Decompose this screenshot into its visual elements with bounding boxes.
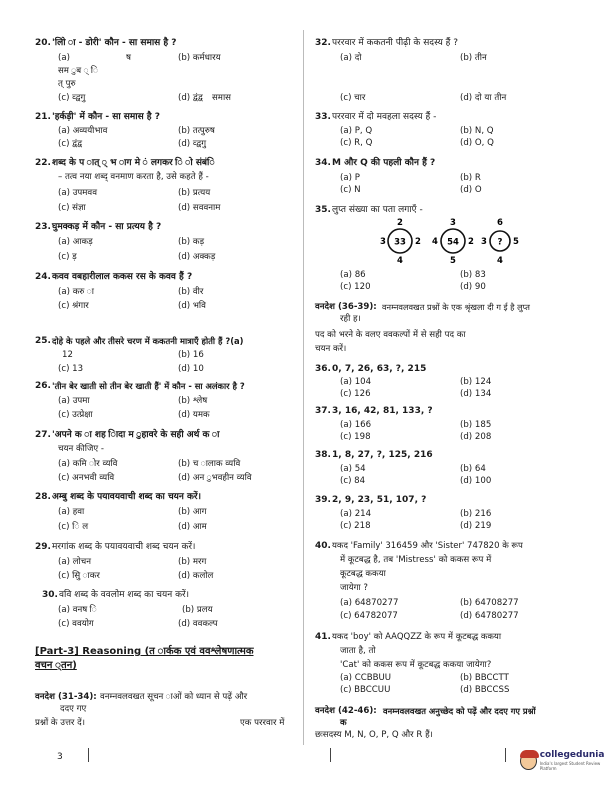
option-d: (d) O, Q (460, 138, 494, 148)
footer-separator (88, 748, 89, 762)
question-number: 40. (315, 541, 331, 551)
question-21 (35, 112, 295, 123)
question-number: 21. (35, 112, 51, 122)
option-d: (d) आम (178, 522, 207, 532)
circle-bottom-number: 4 (397, 256, 403, 266)
question-36 (315, 364, 585, 375)
question-32 (315, 38, 585, 49)
option-d: (d) व्द्वगु (178, 139, 207, 149)
option-d: (d) O (460, 185, 482, 195)
option-a: (a) 214 (340, 509, 372, 519)
question-text: यकद 'boy' को AAQQZZ के रूप में कूटबद्ध ककया (332, 632, 502, 642)
option-d: (d) भवि (178, 301, 206, 311)
question-text: शब्द के प ात् ् भ ाग मे ं लगकर ि ो संबंि (52, 158, 215, 168)
question-20 (35, 38, 295, 49)
option-c: (c) 13 (58, 364, 84, 374)
question-text: 'अपने क ा शह िादा म ुहावरे के सही अर्थ क ा (52, 430, 220, 440)
option-d: (d) सववनाम (178, 203, 221, 213)
option-b: (b) R (460, 173, 481, 183)
question-text: घुमक्कड़ में कौन - सा प्रत्यय है ? (52, 222, 162, 232)
option-c: (c) 198 (340, 432, 371, 442)
question-24 (35, 272, 295, 283)
question-text: 'हर्कड़ी' में कौन - सा समास है ? (52, 112, 160, 122)
option-a: 12 (62, 350, 73, 360)
option-a: (a) उपमा (58, 396, 90, 406)
question-text: पररवार में ककतनी पीढ़ी के सदस्य हैं ? (332, 38, 459, 48)
option-c: (c) ड़ (58, 252, 77, 262)
question-34 (315, 158, 585, 169)
option-b: (b) आग (178, 507, 207, 517)
option-b: (b) 124 (460, 377, 492, 387)
option-c: (c) 64782077 (340, 611, 398, 621)
circle-left-number: 4 (432, 237, 438, 247)
question-text-line-2: जाता है, तो (340, 646, 376, 656)
question-39 (315, 495, 585, 506)
option-a: (a) P (340, 173, 360, 183)
question-text: दोहे के पहले और तीसरे चरण में ककतनी मात्राएँ होती हैं ?(a) (52, 336, 244, 346)
option-a: (a) 86 (340, 270, 366, 280)
question-number: 35. (315, 205, 331, 215)
circle-right-number: 2 (468, 237, 474, 247)
circle-group-2 (432, 218, 474, 266)
option-c: (c) व्द्वगु (58, 93, 86, 103)
question-text: 'तीन बेर खाती सो तीन बेर खाती हैं' में कौन - सा अलंकार है ? (52, 381, 245, 391)
option-a: (a) अव्ययीभाव (58, 126, 108, 136)
question-number: 28. (35, 492, 51, 502)
directions-label: वनदेश (31-34): (35, 692, 97, 702)
option-d: (d) 64780277 (460, 611, 519, 621)
option-b: (b) कर्मधारय (178, 53, 221, 63)
option-d: (d) 10 (178, 364, 204, 374)
circle-right-number: 5 (513, 237, 519, 247)
option-b: (b) प्रत्यय (178, 188, 211, 198)
question-35 (315, 205, 585, 216)
option-c: (c) अनभवी व्यवि (58, 473, 115, 483)
question-text-line-3: कूटबद्ध ककया (340, 569, 386, 579)
question-number: 29. (35, 542, 51, 552)
mascot-icon (520, 752, 537, 770)
question-number: 25. (35, 336, 51, 346)
question-number: 20. (35, 38, 51, 48)
option-d: (d) अन ुभवहीन व्यवि (178, 473, 252, 483)
question-number: 26. (35, 381, 51, 391)
question-25 (35, 336, 300, 347)
question-text: 2, 9, 23, 51, 107, ? (332, 495, 427, 505)
directions-text-3: छःसदस्य M, N, O, P, Q और R हैं। (315, 730, 433, 740)
option-c: (c) R, Q (340, 138, 373, 148)
directions-text-2: रही ह। (340, 314, 361, 324)
brand-tagline: India's largest Student Review Platform (539, 761, 601, 772)
question-number: 24. (35, 272, 51, 282)
option-b: (b) 216 (460, 509, 492, 519)
question-number: 22. (35, 158, 51, 168)
option-c: (c) 218 (340, 521, 371, 531)
option-b: (b) कड़ (178, 237, 205, 247)
option-a: (a) करु ा (58, 287, 95, 297)
number-circles-figure (375, 216, 545, 266)
question-28 (35, 492, 300, 503)
question-40 (315, 541, 590, 552)
question-number: 33. (315, 112, 331, 122)
question-number: 38. (315, 450, 331, 460)
question-text: 3, 16, 42, 81, 133, ? (332, 406, 433, 416)
circle-center-number: ? (497, 237, 503, 248)
option-b: (b) 64 (460, 464, 486, 474)
directions-text-3: प्रश्नों के उत्तर दें। (35, 718, 85, 728)
circle-center-number: 54 (447, 237, 459, 248)
option-c: (c) चार (340, 93, 366, 103)
option-d: (d) दो या तीन (460, 93, 507, 103)
question-text: यकद 'Family' 316459 और 'Sister' 747820 के रूप (332, 541, 523, 551)
option-a: (a) उपमवव (58, 188, 97, 198)
option-c: (c) श्रंगार (58, 301, 89, 311)
question-38 (315, 450, 585, 461)
circle-left-number: 3 (481, 237, 487, 247)
option-b: (b) 83 (460, 270, 486, 280)
option-b: (b) 185 (460, 420, 492, 430)
option-b: (b) 64708277 (460, 598, 519, 608)
circle-top-number: 6 (497, 218, 503, 228)
circle-left-number: 3 (380, 237, 386, 247)
directions-text-4: एक पररवार में (240, 718, 285, 728)
question-text: अम्बु शब्द के पयावयवाची शब्द का चयन करें। (52, 492, 202, 502)
question-text: 1, 8, 27, ?, 125, 216 (332, 450, 433, 460)
question-text-line-3: 'Cat' को ककस रूप में कूटबद्ध ककया जायेगा? (340, 660, 492, 670)
circle-top-number: 3 (450, 218, 456, 228)
question-number: 32. (315, 38, 331, 48)
option-a: (a) 104 (340, 377, 372, 387)
footer-separator (330, 748, 331, 762)
directions-label: वनदेश (36-39): (315, 302, 377, 312)
option-c: (c) सुि ाकर (58, 571, 100, 581)
question-text: पररवार में दो मवहला सदस्य हैं - (332, 112, 437, 122)
option-c: (c) 126 (340, 389, 371, 399)
question-number: 34. (315, 158, 331, 168)
question-41 (315, 632, 590, 643)
question-number: 27. (35, 430, 51, 440)
option-a: (a) आकड़ (58, 237, 93, 247)
option-c: (c) N (340, 185, 361, 195)
circle-group-1 (380, 218, 421, 266)
directions-text: वनम्नवलवखत अनुच्छेद को पढ़ें और ददए गए प्रश्नों (383, 706, 536, 716)
option-d: (d) 100 (460, 476, 492, 486)
directions-text-2: क (340, 718, 347, 728)
option-d: (d) द्वंद्व (178, 93, 203, 103)
question-number: 30. (42, 590, 58, 600)
option-d: (d) 90 (460, 282, 486, 292)
option-d: (d) कलोल (178, 571, 214, 581)
option-a: (a) 64870277 (340, 598, 399, 608)
circle-right-number: 2 (415, 237, 421, 247)
option-b: (b) प्रलय (182, 605, 213, 615)
option-b: (b) मरग (178, 557, 207, 567)
question-text: 'लोि ा - डोरी' कौन - सा समास है ? (52, 38, 177, 48)
option-a: (a) P, Q (340, 126, 373, 136)
option-b: (b) N, Q (460, 126, 494, 136)
question-text: 0, 7, 26, 63, ?, 215 (332, 364, 427, 374)
option-c: (c) ि ल (58, 522, 89, 532)
directions-label: वनदेश (42-46): (315, 706, 377, 716)
option-c: (c) 84 (340, 476, 366, 486)
question-text: M और Q की पहली कौन हैं ? (332, 158, 436, 168)
option-d: (d) 134 (460, 389, 492, 399)
option-d: (d) ववकल्प (178, 619, 218, 629)
option-c: (c) ववयोग (58, 619, 94, 629)
question-30 (42, 590, 297, 601)
directions-text-3: पद को भरने के वलए ववकल्पों में से सही पद का (315, 330, 466, 340)
question-26 (35, 381, 300, 392)
option-d: (d) BBCCSS (460, 685, 510, 695)
option-a: (a) 54 (340, 464, 366, 474)
question-33 (315, 112, 585, 123)
circle-center-number: 33 (394, 237, 406, 248)
question-text-line-2: – तत्व नया शब्द् वनमाण करता है, उसे कहते हैं - (58, 172, 209, 182)
question-text: मरगांक शब्द के पयावयवाची शब्द चयन करें। (52, 542, 196, 552)
page-number: 3 (57, 752, 63, 762)
option-c: (c) 120 (340, 282, 371, 292)
brand-name: collegedunia (539, 750, 605, 760)
directions-text: वनम्नवलवखत प्रश्नों के एक श्रृंखला दी ग ई है लुप्त (382, 302, 530, 312)
option-b: (b) श्लेष (178, 396, 208, 406)
question-text: कवव वबहारीलाल ककस रस के कवव हैं ? (52, 272, 193, 282)
circle-bottom-number: 5 (450, 256, 456, 266)
question-22 (35, 158, 300, 169)
question-27 (35, 430, 300, 441)
question-23 (35, 222, 295, 233)
option-a-line-3: त् पुरु (58, 79, 76, 89)
option-c: (c) BBCCUU (340, 685, 391, 695)
option-b: (b) 16 (178, 350, 204, 360)
option-c: (c) संज्ञा (58, 203, 86, 213)
section-heading: [Part-3] Reasoning (त ार्कक एवं ववश्लेषणात्मक (35, 646, 254, 657)
option-b: (b) वीर (178, 287, 204, 297)
option-c: (c) द्वंद्व (58, 139, 83, 149)
circle-bottom-number: 4 (497, 256, 503, 266)
option-b: (b) BBCCTT (460, 673, 509, 683)
option-a: (a) लोचन (58, 557, 91, 567)
section-heading-line-2: वचन ्तन) (35, 660, 77, 671)
option-b: (b) तत्पुरुष (178, 126, 215, 136)
collegedunia-logo (520, 750, 612, 771)
option-d: (d) 208 (460, 432, 492, 442)
question-text-line-2: चयन कीजिए - (58, 444, 104, 454)
option-a: (a) CCBBUU (340, 673, 392, 683)
option-d: (d) 219 (460, 521, 492, 531)
option-a: (a) 166 (340, 420, 372, 430)
option-a: (a) (58, 53, 70, 63)
question-text-line-4: जायेगा ? (340, 583, 368, 593)
question-number: 39. (315, 495, 331, 505)
question-text: लुप्त संख्या का पता लगाएँ - (332, 205, 423, 215)
question-37 (315, 406, 585, 417)
question-text-line-2: में कूटबद्ध है, तब 'Mistress' को ककस रूप में (340, 555, 492, 565)
option-a-line-2: सम ुब ् ि (58, 66, 99, 76)
option-c: (c) उत्प्रेक्षा (58, 410, 93, 420)
option-d: (d) अक्कड़ (178, 252, 216, 262)
option-b: (b) तीन (460, 53, 487, 63)
option-a: (a) हवा (58, 507, 85, 517)
circle-top-number: 2 (397, 218, 403, 228)
question-number: 37. (315, 406, 331, 416)
question-number: 36. (315, 364, 331, 374)
question-number: 23. (35, 222, 51, 232)
option-a: (a) वनष ि (58, 605, 97, 615)
footer-separator (505, 748, 506, 762)
option-a: (a) कमि ोर व्यवि (58, 459, 118, 469)
option-d-fragment: समास (212, 93, 231, 103)
question-29 (35, 542, 300, 553)
directions-text-4: चयन करें। (315, 344, 347, 354)
column-divider (303, 30, 304, 745)
option-a: (a) दो (340, 53, 362, 63)
option-d: (d) यमक (178, 410, 210, 420)
circle-group-3 (481, 218, 519, 266)
option-b: (b) च ालाक व्यवि (178, 459, 241, 469)
option-a-fragment: ष (126, 53, 131, 63)
directions-text-2: ददए गए (60, 704, 87, 714)
question-number: 41. (315, 632, 331, 642)
question-text: ववि शब्द के ववलोम शब्द का चयन करें। (59, 590, 190, 600)
directions-text: वनम्नवलवखत सूचन ाओं को ध्यान से पढ़ें और (100, 692, 248, 702)
